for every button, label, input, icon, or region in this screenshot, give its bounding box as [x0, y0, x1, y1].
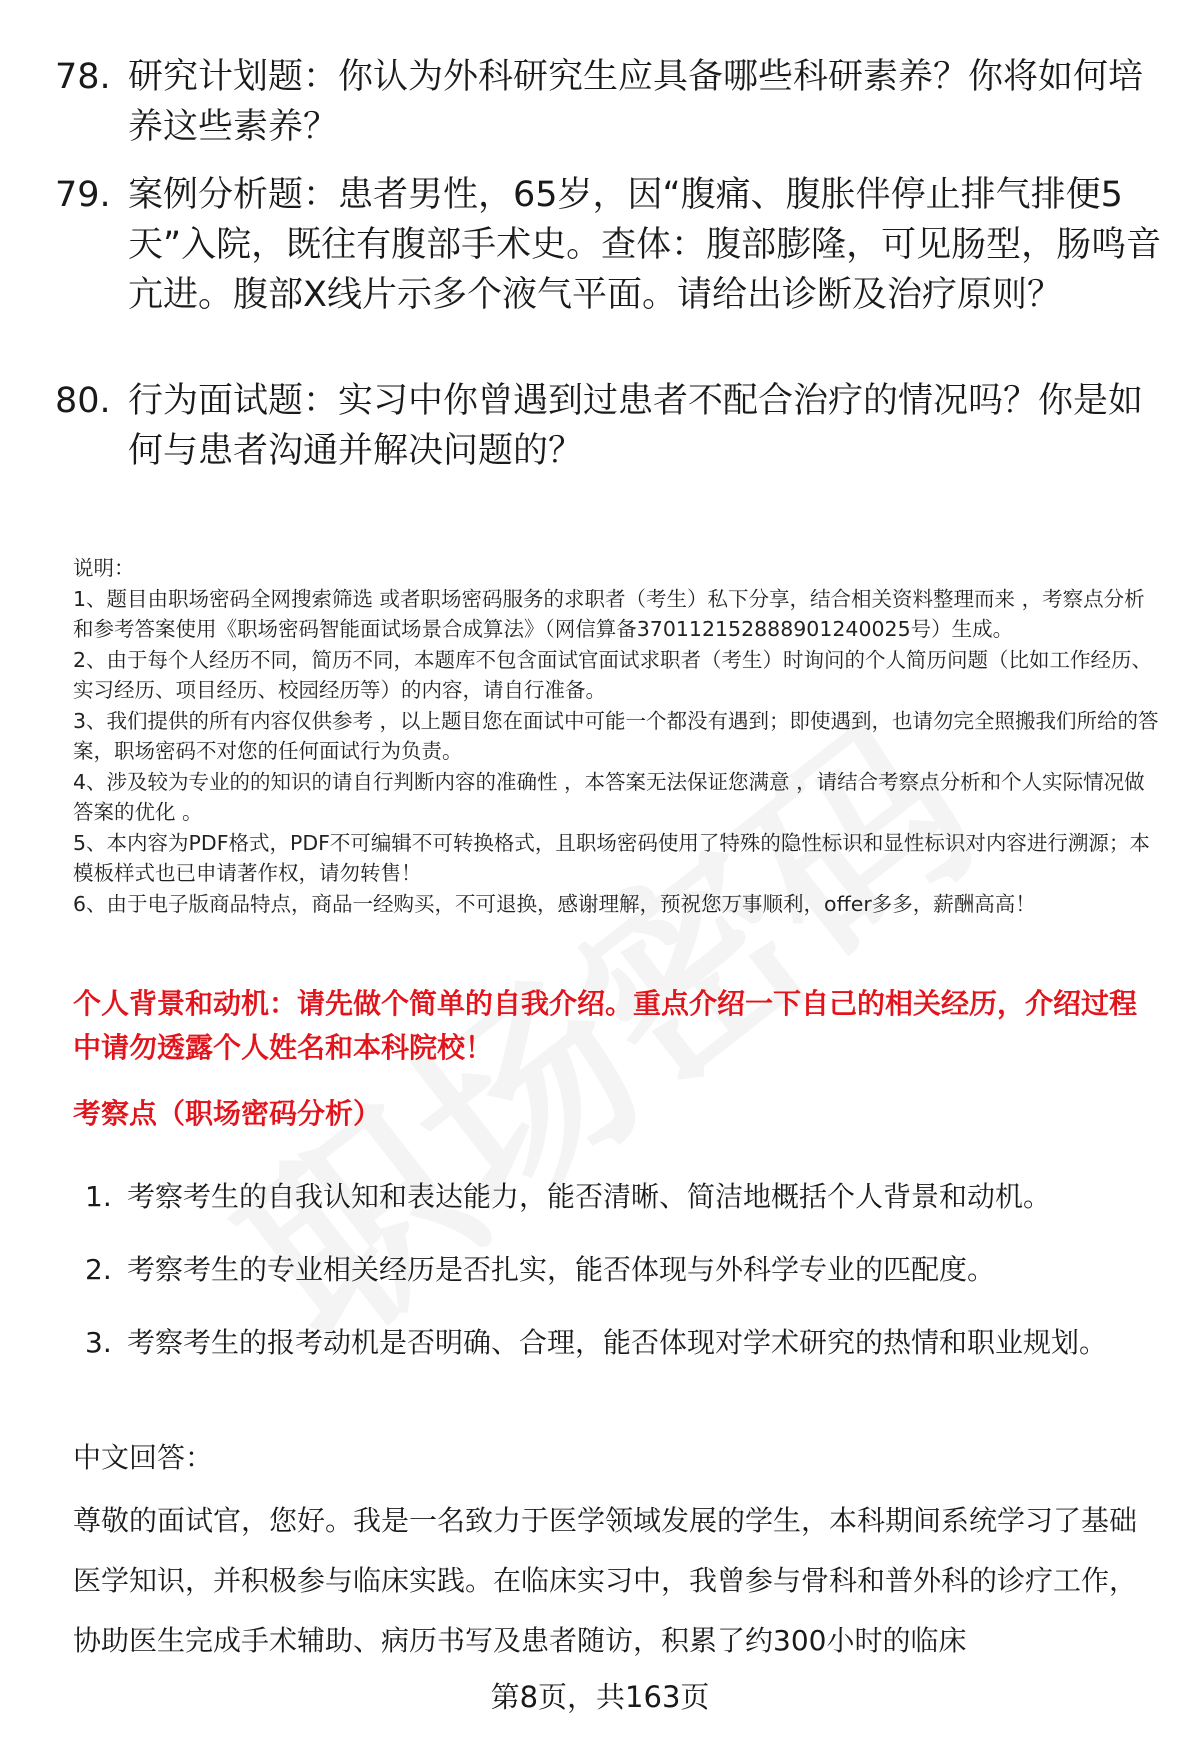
question-number: 80.	[55, 381, 111, 421]
point-number: 3.	[85, 1326, 112, 1359]
question-number: 78.	[55, 57, 111, 97]
question-text: 研究计划题：你认为外科研究生应具备哪些科研素养？你将如何培养这些素养？	[128, 57, 1144, 147]
point-text: 考察考生的专业相关经历是否扎实，能否体现与外科学专业的匹配度。	[127, 1253, 996, 1286]
point-text: 考察考生的自我认知和表达能力，能否清晰、简洁地概括个人背景和动机。	[127, 1180, 1052, 1213]
note-item: 2、由于每个人经历不同，简历不同，本题库不包含面试官面试求职者（考生）时询问的个人简历问题（比如工作经历、实习经历、项目经历、校园经历等）的内容，请自行准备。	[73, 647, 1153, 702]
question-text: 行为面试题：实习中你曾遇到过患者不配合治疗的情况吗？你是如何与患者沟通并解决问题的？	[128, 381, 1144, 471]
note-item: 3、我们提供的所有内容仅供参考 ，以上题目您在面试中可能一个都没有遇到；即使遇到，也请勿完全照搬我们所给的答案，职场密码不对您的任何面试行为负责。	[73, 708, 1159, 763]
list-item	[85, 1241, 1135, 1299]
question-78	[55, 52, 1165, 152]
answer-label: 中文回答：	[73, 1441, 214, 1474]
analysis-points	[85, 1168, 1135, 1387]
note-item: 6、由于电子版商品特点，商品一经购买，不可退换，感谢理解，预祝您万事顺利，offer多多，薪酬高高！	[73, 891, 1036, 916]
point-number: 2.	[85, 1253, 112, 1286]
question-80	[55, 376, 1165, 476]
answer-text: 尊敬的面试官，您好。我是一名致力于医学领域发展的学生，本科期间系统学习了基础医学知识，并积极参与临床实践。在临床实习中，我曾参与骨科和普外科的诊疗工作，协助医生完成手术辅助、病历书写及患者随访，积累了约300小时的临床	[73, 1504, 1138, 1657]
analysis-heading: 考察点（职场密码分析）	[73, 1097, 382, 1130]
note-item: 4、涉及较为专业的的知识的请自行判断内容的准确性 ，本答案无法保证您满意 ，请结合考察点分析和个人实际情况做答案的优化 。	[73, 769, 1145, 824]
note-item: 1、题目由职场密码全网搜索筛选 或者职场密码服务的求职者（考生）私下分享，结合相关资料整理而来 ，考察点分析和参考答案使用《职场密码智能面试场景合成算法》（网信算备370112152888901240025号）生成。	[73, 586, 1145, 641]
list-item	[85, 1168, 1135, 1226]
section-question: 个人背景和动机：请先做个简单的自我介绍。重点介绍一下自己的相关经历，介绍过程中请勿透露个人姓名和本科院校！	[73, 987, 1138, 1064]
notes-section	[73, 553, 1163, 919]
page-footer: 第8页，共163页	[490, 1680, 710, 1714]
note-item: 5、本内容为PDF格式，PDF不可编辑不可转换格式，且职场密码使用了特殊的隐性标识和显性标识对内容进行溯源；本模板样式也已申请著作权，请勿转售！	[73, 830, 1150, 885]
question-number: 79.	[55, 175, 111, 215]
list-item	[85, 1314, 1135, 1372]
point-number: 1.	[85, 1180, 112, 1213]
notes-title: 说明：	[73, 556, 135, 580]
question-79	[55, 170, 1165, 320]
point-text: 考察考生的报考动机是否明确、合理，能否体现对学术研究的热情和职业规划。	[127, 1326, 1108, 1359]
question-text: 案例分析题：患者男性，65岁，因“腹痛、腹胀伴停止排气排便5天”入院，既往有腹部手术史。查体：腹部膨隆，可见肠型，肠鸣音亢进。腹部X线片示多个液气平面。请给出诊断及治疗原则？	[128, 175, 1162, 315]
